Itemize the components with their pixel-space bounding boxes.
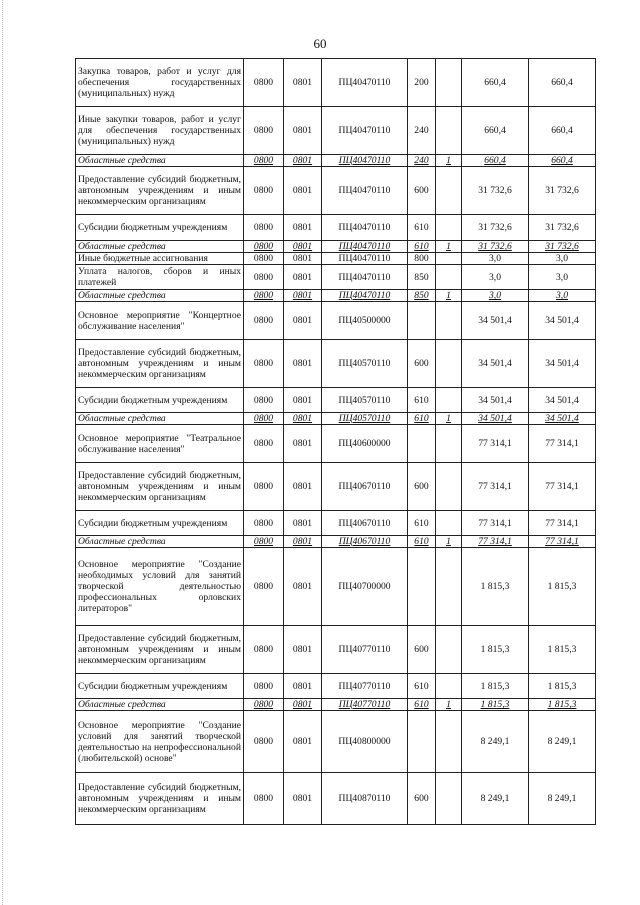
cell-name: Субсидии бюджетным учреждениям	[76, 511, 244, 536]
cell-amount-year1: 1 815,3	[462, 674, 529, 699]
cell-amount-year2: 3,0	[529, 290, 596, 302]
cell-amount-year2: 34 501,4	[529, 302, 596, 340]
cell-amount-year1: 77 314,1	[462, 425, 529, 463]
cell-vedomstvo: 0800	[244, 302, 284, 340]
cell-target-article: ПЦ40770110	[322, 699, 408, 711]
cell-name: Иные закупки товаров, работ и услуг для обеспечения государственных (муниципальных) нужд	[76, 107, 244, 155]
cell-name: Иные бюджетные ассигнования	[76, 253, 244, 265]
cell-expense-type: 800	[408, 253, 436, 265]
cell-amount-year2: 3,0	[529, 253, 596, 265]
cell-vedomstvo: 0800	[244, 511, 284, 536]
cell-funding-source	[436, 107, 462, 155]
cell-vedomstvo: 0800	[244, 155, 284, 167]
cell-funding-source	[436, 711, 462, 773]
table-row	[76, 215, 596, 241]
cell-expense-type: 610	[408, 674, 436, 699]
cell-amount-year2: 1 815,3	[529, 626, 596, 674]
cell-amount-year1: 3,0	[462, 290, 529, 302]
table-row	[76, 773, 596, 825]
cell-amount-year1: 31 732,6	[462, 215, 529, 241]
cell-vedomstvo: 0800	[244, 536, 284, 548]
budget-table	[75, 58, 596, 825]
table-row	[76, 626, 596, 674]
table-row	[76, 388, 596, 413]
cell-target-article: ПЦ40570110	[322, 388, 408, 413]
cell-name: Областные средства	[76, 155, 244, 167]
cell-amount-year1: 1 815,3	[462, 548, 529, 626]
cell-expense-type: 610	[408, 241, 436, 253]
cell-razdel: 0801	[284, 463, 322, 511]
cell-funding-source: 1	[436, 699, 462, 711]
cell-amount-year1: 77 314,1	[462, 536, 529, 548]
cell-name: Предоставление субсидий бюджетным, автономным учреждениям и иным некоммерческим организациям	[76, 167, 244, 215]
table-row	[76, 302, 596, 340]
table-row	[76, 59, 596, 107]
cell-razdel: 0801	[284, 107, 322, 155]
cell-expense-type	[408, 711, 436, 773]
cell-razdel: 0801	[284, 241, 322, 253]
cell-funding-source	[436, 388, 462, 413]
cell-expense-type: 610	[408, 536, 436, 548]
table-row	[76, 548, 596, 626]
cell-amount-year1: 8 249,1	[462, 711, 529, 773]
cell-funding-source	[436, 511, 462, 536]
cell-name: Областные средства	[76, 241, 244, 253]
page-number: 60	[313, 36, 327, 51]
cell-amount-year2: 660,4	[529, 107, 596, 155]
cell-target-article: ПЦ40500000	[322, 302, 408, 340]
cell-amount-year1: 34 501,4	[462, 302, 529, 340]
cell-expense-type: 610	[408, 413, 436, 425]
cell-name: Субсидии бюджетным учреждениям	[76, 215, 244, 241]
cell-razdel: 0801	[284, 167, 322, 215]
cell-vedomstvo: 0800	[244, 699, 284, 711]
cell-target-article: ПЦ40470110	[322, 265, 408, 290]
cell-amount-year2: 1 815,3	[529, 699, 596, 711]
cell-amount-year2: 34 501,4	[529, 413, 596, 425]
cell-target-article: ПЦ40470110	[322, 290, 408, 302]
cell-amount-year2: 660,4	[529, 59, 596, 107]
cell-name: Предоставление субсидий бюджетным, автономным учреждениям и иным некоммерческим организациям	[76, 340, 244, 388]
cell-amount-year1: 77 314,1	[462, 463, 529, 511]
cell-target-article: ПЦ40800000	[322, 711, 408, 773]
cell-name: Областные средства	[76, 413, 244, 425]
table-row	[76, 107, 596, 155]
table-row	[76, 340, 596, 388]
cell-vedomstvo: 0800	[244, 674, 284, 699]
cell-razdel: 0801	[284, 265, 322, 290]
cell-target-article: ПЦ40770110	[322, 626, 408, 674]
cell-amount-year2: 3,0	[529, 265, 596, 290]
cell-funding-source	[436, 215, 462, 241]
cell-funding-source: 1	[436, 241, 462, 253]
cell-razdel: 0801	[284, 388, 322, 413]
cell-expense-type: 850	[408, 265, 436, 290]
cell-target-article: ПЦ40570110	[322, 340, 408, 388]
cell-expense-type: 610	[408, 699, 436, 711]
cell-target-article: ПЦ40870110	[322, 773, 408, 825]
cell-name: Областные средства	[76, 536, 244, 548]
cell-razdel: 0801	[284, 253, 322, 265]
cell-vedomstvo: 0800	[244, 253, 284, 265]
cell-name: Основное мероприятие "Создание необходимых условий для занятий творческой деятельностью профессиональных орловских литераторов"	[76, 548, 244, 626]
cell-funding-source	[436, 773, 462, 825]
regional-funds-row	[76, 290, 596, 302]
cell-amount-year2: 31 732,6	[529, 167, 596, 215]
cell-vedomstvo: 0800	[244, 463, 284, 511]
cell-amount-year1: 31 732,6	[462, 167, 529, 215]
cell-razdel: 0801	[284, 511, 322, 536]
cell-razdel: 0801	[284, 302, 322, 340]
regional-funds-row	[76, 413, 596, 425]
cell-funding-source: 1	[436, 155, 462, 167]
cell-expense-type: 600	[408, 463, 436, 511]
cell-expense-type: 850	[408, 290, 436, 302]
cell-target-article: ПЦ40670110	[322, 463, 408, 511]
cell-target-article: ПЦ40470110	[322, 167, 408, 215]
table-row	[76, 674, 596, 699]
cell-vedomstvo: 0800	[244, 241, 284, 253]
cell-funding-source	[436, 463, 462, 511]
cell-vedomstvo: 0800	[244, 388, 284, 413]
cell-name: Областные средства	[76, 699, 244, 711]
cell-target-article: ПЦ40600000	[322, 425, 408, 463]
cell-razdel: 0801	[284, 536, 322, 548]
cell-expense-type: 610	[408, 215, 436, 241]
cell-amount-year1: 660,4	[462, 59, 529, 107]
regional-funds-row	[76, 699, 596, 711]
cell-vedomstvo: 0800	[244, 107, 284, 155]
cell-amount-year1: 34 501,4	[462, 413, 529, 425]
cell-amount-year1: 34 501,4	[462, 388, 529, 413]
cell-razdel: 0801	[284, 413, 322, 425]
cell-target-article: ПЦ40770110	[322, 674, 408, 699]
cell-amount-year1: 34 501,4	[462, 340, 529, 388]
cell-expense-type: 240	[408, 107, 436, 155]
cell-amount-year2: 31 732,6	[529, 241, 596, 253]
cell-amount-year1: 3,0	[462, 265, 529, 290]
cell-expense-type: 610	[408, 511, 436, 536]
cell-razdel: 0801	[284, 155, 322, 167]
cell-amount-year1: 3,0	[462, 253, 529, 265]
table-row	[76, 167, 596, 215]
cell-razdel: 0801	[284, 699, 322, 711]
cell-funding-source: 1	[436, 413, 462, 425]
regional-funds-row	[76, 155, 596, 167]
cell-target-article: ПЦ40470110	[322, 155, 408, 167]
cell-target-article: ПЦ40470110	[322, 107, 408, 155]
cell-amount-year2: 77 314,1	[529, 511, 596, 536]
cell-amount-year1: 660,4	[462, 155, 529, 167]
regional-funds-row	[76, 536, 596, 548]
cell-expense-type	[408, 425, 436, 463]
cell-expense-type: 600	[408, 773, 436, 825]
cell-name: Предоставление субсидий бюджетным, автономным учреждениям и иным некоммерческим организациям	[76, 773, 244, 825]
cell-amount-year2: 34 501,4	[529, 388, 596, 413]
cell-target-article: ПЦ40670110	[322, 511, 408, 536]
cell-razdel: 0801	[284, 290, 322, 302]
cell-expense-type: 610	[408, 388, 436, 413]
table-row	[76, 265, 596, 290]
cell-name: Предоставление субсидий бюджетным, автономным учреждениям и иным некоммерческим организациям	[76, 463, 244, 511]
cell-amount-year2: 8 249,1	[529, 773, 596, 825]
cell-target-article: ПЦ40470110	[322, 241, 408, 253]
cell-amount-year2: 8 249,1	[529, 711, 596, 773]
cell-funding-source	[436, 167, 462, 215]
cell-amount-year2: 31 732,6	[529, 215, 596, 241]
cell-amount-year1: 660,4	[462, 107, 529, 155]
cell-name: Закупка товаров, работ и услуг для обеспечения государственных (муниципальных) нужд	[76, 59, 244, 107]
cell-amount-year2: 77 314,1	[529, 425, 596, 463]
cell-vedomstvo: 0800	[244, 413, 284, 425]
cell-expense-type: 240	[408, 155, 436, 167]
cell-vedomstvo: 0800	[244, 626, 284, 674]
cell-vedomstvo: 0800	[244, 340, 284, 388]
table-body	[76, 59, 596, 825]
regional-funds-row	[76, 241, 596, 253]
cell-expense-type	[408, 548, 436, 626]
cell-name: Основное мероприятие "Концертное обслуживание населения"	[76, 302, 244, 340]
table-row	[76, 253, 596, 265]
cell-target-article: ПЦ40470110	[322, 253, 408, 265]
cell-amount-year2: 77 314,1	[529, 536, 596, 548]
cell-target-article: ПЦ40700000	[322, 548, 408, 626]
cell-razdel: 0801	[284, 425, 322, 463]
cell-vedomstvo: 0800	[244, 425, 284, 463]
cell-amount-year2: 77 314,1	[529, 463, 596, 511]
cell-name: Уплата налогов, сборов и иных платежей	[76, 265, 244, 290]
cell-expense-type: 600	[408, 167, 436, 215]
cell-vedomstvo: 0800	[244, 215, 284, 241]
cell-expense-type: 200	[408, 59, 436, 107]
cell-razdel: 0801	[284, 59, 322, 107]
table-row	[76, 463, 596, 511]
cell-target-article: ПЦ40670110	[322, 536, 408, 548]
cell-target-article: ПЦ40470110	[322, 59, 408, 107]
cell-funding-source	[436, 548, 462, 626]
cell-name: Областные средства	[76, 290, 244, 302]
cell-target-article: ПЦ40470110	[322, 215, 408, 241]
cell-amount-year1: 1 815,3	[462, 699, 529, 711]
cell-amount-year2: 34 501,4	[529, 340, 596, 388]
cell-name: Основное мероприятие "Театральное обслуживание населения"	[76, 425, 244, 463]
cell-razdel: 0801	[284, 773, 322, 825]
cell-vedomstvo: 0800	[244, 290, 284, 302]
table-row	[76, 511, 596, 536]
cell-razdel: 0801	[284, 711, 322, 773]
cell-amount-year1: 31 732,6	[462, 241, 529, 253]
cell-vedomstvo: 0800	[244, 773, 284, 825]
cell-name: Основное мероприятие "Создание условий для занятий творческой деятельностью на непрофессиональной (любительской) основе"	[76, 711, 244, 773]
table-row	[76, 711, 596, 773]
cell-vedomstvo: 0800	[244, 265, 284, 290]
cell-expense-type: 600	[408, 340, 436, 388]
cell-razdel: 0801	[284, 674, 322, 699]
cell-vedomstvo: 0800	[244, 59, 284, 107]
cell-funding-source	[436, 253, 462, 265]
table-row	[76, 425, 596, 463]
cell-amount-year2: 1 815,3	[529, 548, 596, 626]
cell-funding-source	[436, 265, 462, 290]
cell-funding-source	[436, 674, 462, 699]
cell-razdel: 0801	[284, 548, 322, 626]
cell-expense-type: 600	[408, 626, 436, 674]
cell-razdel: 0801	[284, 626, 322, 674]
scan-margin-line	[2, 0, 4, 905]
cell-name: Предоставление субсидий бюджетным, автономным учреждениям и иным некоммерческим организациям	[76, 626, 244, 674]
cell-vedomstvo: 0800	[244, 548, 284, 626]
cell-vedomstvo: 0800	[244, 711, 284, 773]
cell-razdel: 0801	[284, 340, 322, 388]
cell-funding-source	[436, 626, 462, 674]
cell-funding-source	[436, 302, 462, 340]
cell-funding-source	[436, 340, 462, 388]
cell-amount-year1: 77 314,1	[462, 511, 529, 536]
cell-amount-year2: 660,4	[529, 155, 596, 167]
cell-funding-source	[436, 59, 462, 107]
cell-expense-type	[408, 302, 436, 340]
cell-funding-source	[436, 425, 462, 463]
cell-vedomstvo: 0800	[244, 167, 284, 215]
cell-amount-year2: 1 815,3	[529, 674, 596, 699]
cell-name: Субсидии бюджетным учреждениям	[76, 388, 244, 413]
cell-target-article: ПЦ40570110	[322, 413, 408, 425]
cell-name: Субсидии бюджетным учреждениям	[76, 674, 244, 699]
cell-funding-source: 1	[436, 536, 462, 548]
cell-funding-source: 1	[436, 290, 462, 302]
cell-razdel: 0801	[284, 215, 322, 241]
cell-amount-year1: 8 249,1	[462, 773, 529, 825]
cell-amount-year1: 1 815,3	[462, 626, 529, 674]
